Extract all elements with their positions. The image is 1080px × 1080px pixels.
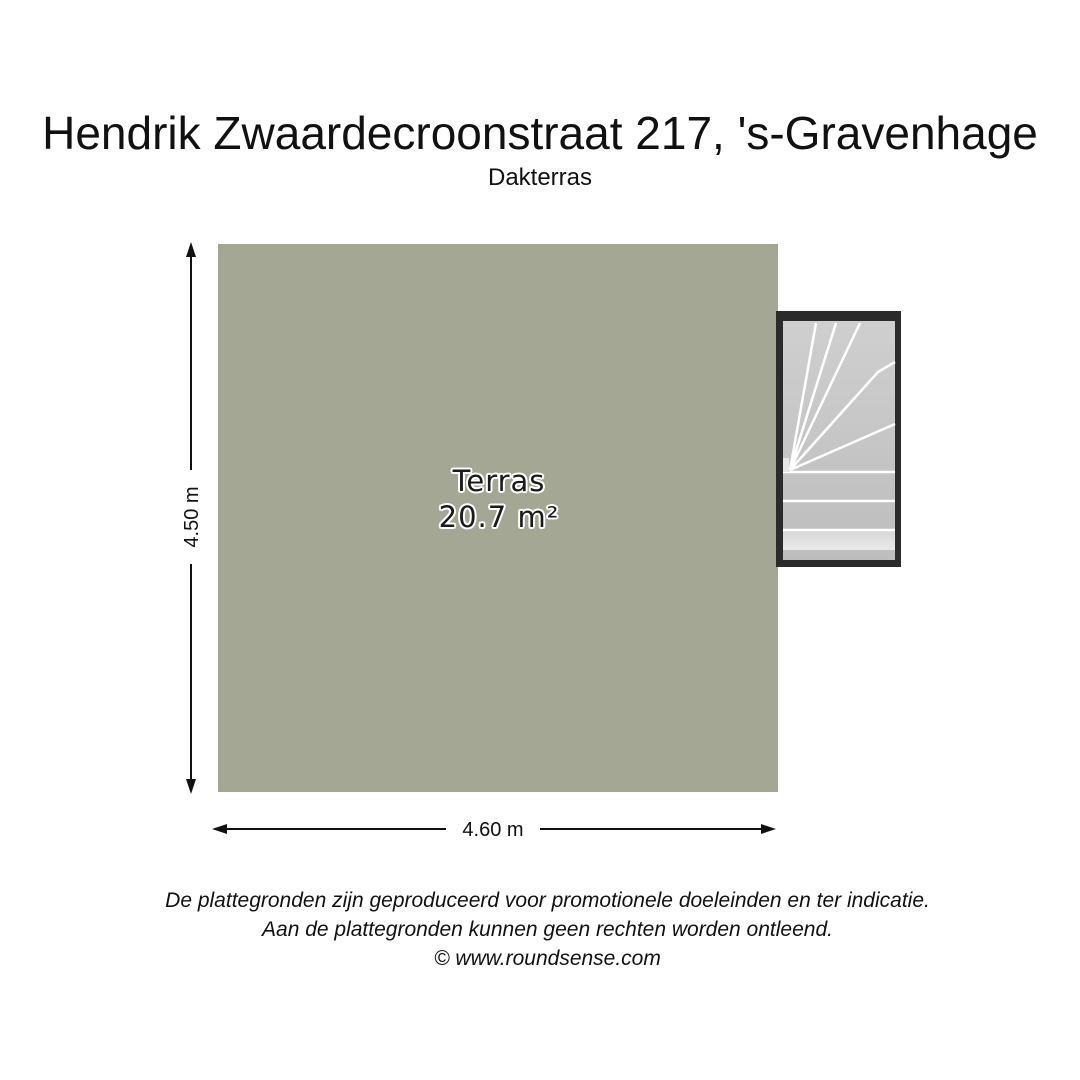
room-name: Terras: [452, 464, 546, 498]
room-label-terras: [399, 463, 599, 535]
depth-dimension-label: 4.50 m: [179, 470, 205, 564]
stair-landing: [783, 530, 895, 550]
copyright-credit: © www.roundsense.com: [434, 947, 661, 970]
room-area: 20.7 m²: [438, 500, 560, 534]
width-dimension-label: 4.60 m: [446, 817, 540, 843]
staircase: [776, 311, 901, 567]
disclaimer: [0, 886, 1080, 973]
disclaimer-line-1: De plattegronden zijn geproduceerd voor promotionele doeleinden en ter indicatie.: [165, 889, 930, 912]
stair-newel: [783, 458, 789, 472]
floor-name: Dakterras: [487, 164, 593, 191]
disclaimer-line-2: Aan de plattegronden kunnen geen rechten worden ontleend.: [262, 918, 833, 941]
plan-title: Hendrik Zwaardecroonstraat 217, 's-Gravenhage: [42, 107, 1038, 159]
